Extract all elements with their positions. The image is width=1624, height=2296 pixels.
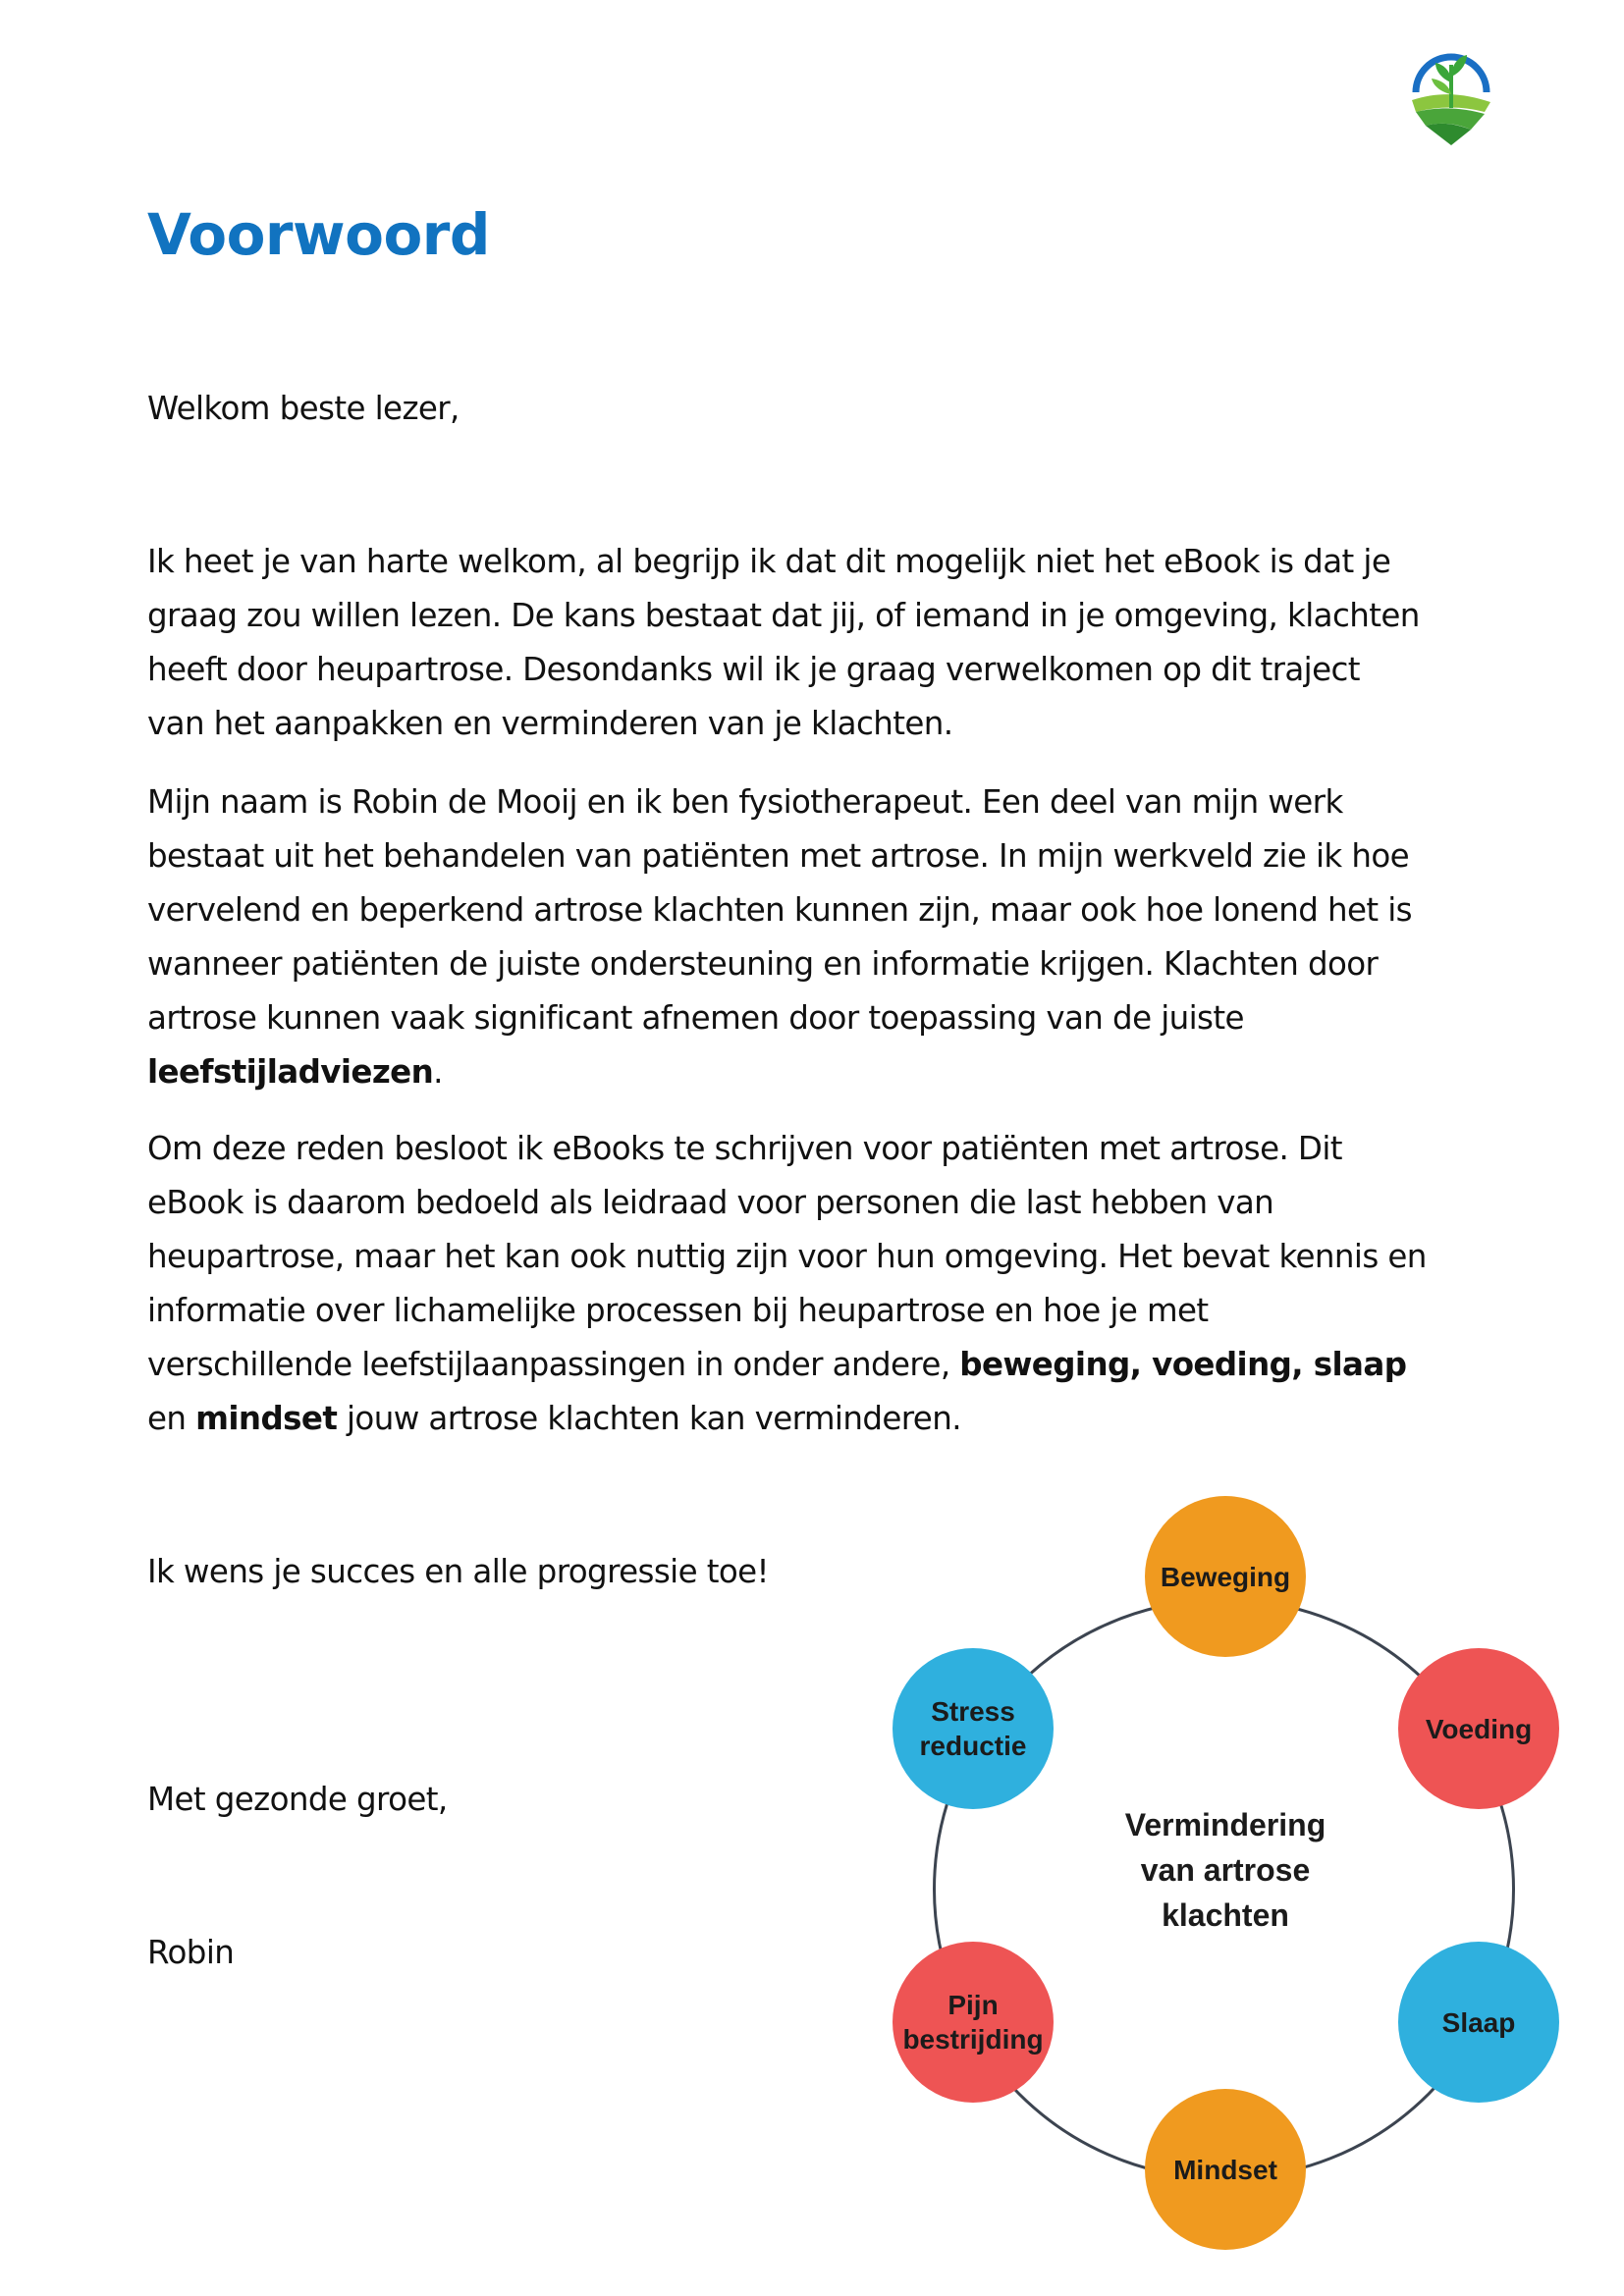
paragraph-ebook-purpose	[147, 1122, 1522, 1446]
emphasis-leefstijladviezen: leefstijladviezen	[147, 1053, 434, 1091]
paragraph-about-author	[147, 775, 1522, 1099]
paragraph-text: .	[433, 1053, 443, 1091]
sprout-logo-icon	[1402, 43, 1500, 145]
node-beweging: Beweging	[1145, 1496, 1306, 1657]
paragraph-text: jouw artrose klachten kan verminderen.	[337, 1400, 961, 1437]
signature-name: Robin	[147, 1934, 235, 1971]
node-stress-reductie: Stress reductie	[893, 1648, 1054, 1809]
node-mindset: Mindset	[1145, 2089, 1306, 2250]
paragraph-text: Mijn naam is Robin de Mooij en ik ben fysiotherapeut. Een deel van mijn werk bestaat uit het behandelen van patiënten met artrose. In mijn werkveld zie ik hoe vervelend en beperkend artrose klachten kunnen zijn, maar ook hoe lonend het is wanneer patiënten de juiste ondersteuning en informatie krijgen. Klachten door artrose kunnen vaak significant afnemen door toepassing van de juiste	[147, 783, 1412, 1037]
closing-regards: Met gezonde groet,	[147, 1781, 448, 1818]
diagram-center-label: Vermindering van artrose klachten	[1124, 1807, 1326, 1933]
paragraph-text: en	[147, 1400, 187, 1437]
closing-wish: Ik wens je succes en alle progressie toe!	[147, 1553, 769, 1590]
paragraph-intro: Ik heet je van harte welkom, al begrijp ik dat dit mogelijk niet het eBook is dat je graag zou willen lezen. De kans bestaat dat jij, of iemand in je omgeving, klachten heeft door heupartrose. Desondanks wil ik je graag verwelkomen op dit traject van het aanpakken en verminderen van je klachten.	[147, 543, 1420, 742]
lifestyle-cycle-diagram	[880, 1496, 1587, 2262]
node-voeding: Voeding	[1398, 1648, 1559, 1809]
greeting: Welkom beste lezer,	[147, 390, 460, 427]
node-pijn-bestrijding: Pijn bestrijding	[893, 1942, 1054, 2103]
emphasis-topics: beweging, voeding, slaap	[959, 1346, 1407, 1383]
node-slaap: Slaap	[1398, 1942, 1559, 2103]
paragraph-text: Om deze reden besloot ik eBooks te schrijven voor patiënten met artrose. Dit eBook is daarom bedoeld als leidraad voor personen die last hebben van heupartrose, maar het kan ook nuttig zijn voor hun omgeving. Het bevat kennis en informatie over lichamelijke processen bij heupartrose en hoe je met verschillende leefstijlaanpassingen in onder andere,	[147, 1130, 1427, 1383]
page-title: Voorwoord	[147, 201, 490, 268]
emphasis-mindset: mindset	[195, 1400, 338, 1437]
